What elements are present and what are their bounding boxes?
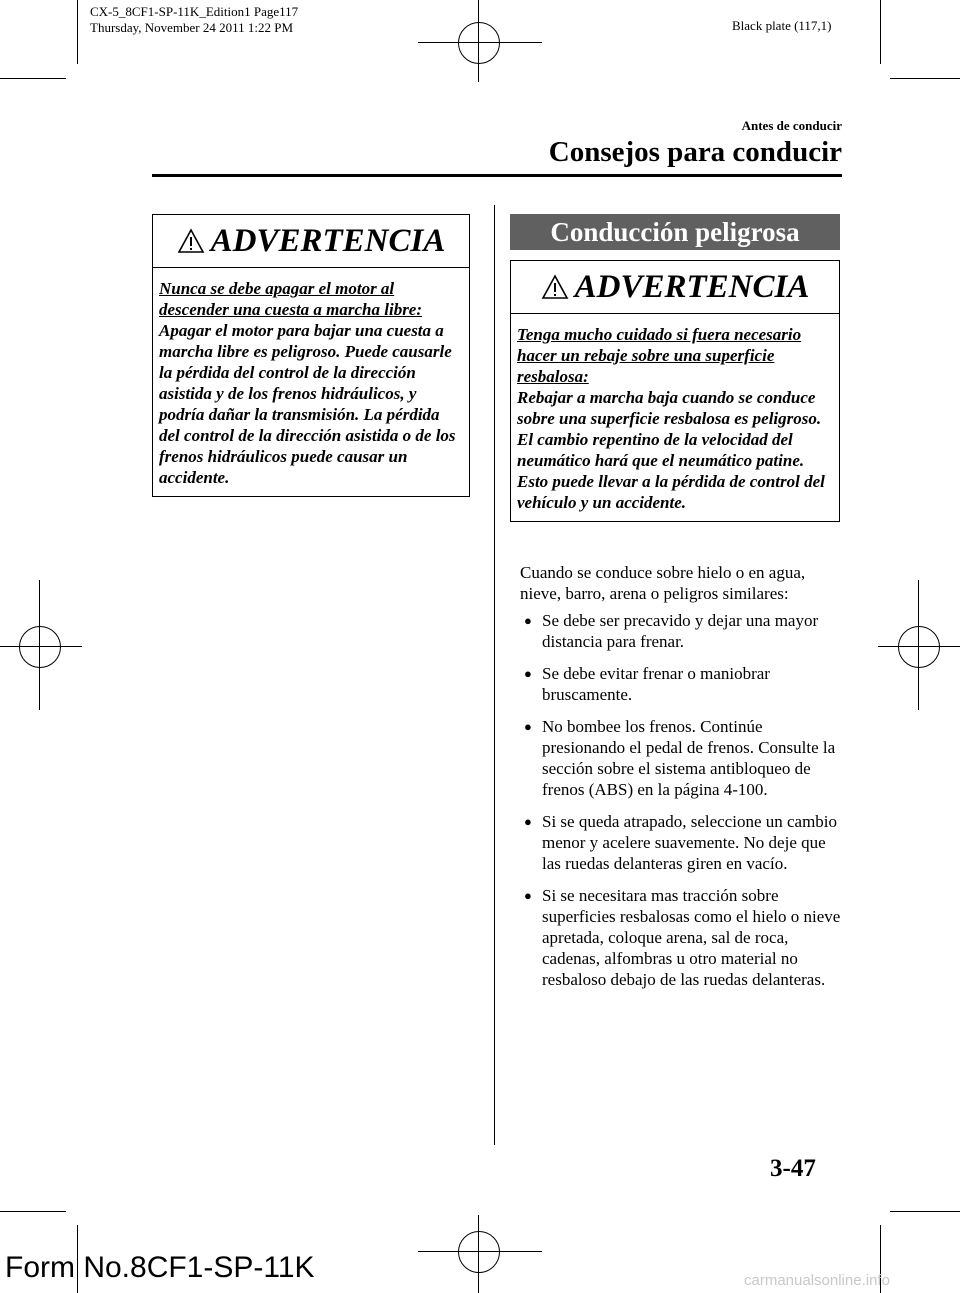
list-item — [520, 663, 842, 705]
list-item — [520, 610, 842, 652]
list-item-text: No bombee los frenos. Continúe presionando el pedal de frenos. Consulte la sección sobre el sistema antibloqueo de frenos (ABS) en la página 4-100. — [542, 717, 836, 799]
column-divider — [494, 205, 495, 1145]
page-number: 3-47 — [770, 1155, 816, 1182]
section-banner: Conducción peligrosa — [510, 214, 840, 250]
section-label: Antes de conducir — [741, 118, 842, 133]
list-item — [520, 716, 842, 800]
warning-triangle-icon — [177, 228, 205, 254]
left-warning-header — [153, 215, 469, 268]
list-item-text: Se debe evitar frenar o maniobrar bruscamente. — [542, 664, 770, 704]
print-header-date: Thursday, November 24 2011 1:22 PM — [90, 20, 294, 35]
left-warning-lead: Nunca se debe apagar el motor al descender una cuesta a marcha libre: — [159, 279, 423, 319]
warning-triangle-icon — [541, 274, 569, 300]
right-warning-box — [510, 260, 840, 522]
left-warning-box — [152, 214, 470, 497]
right-warning-title: ADVERTENCIA — [574, 268, 810, 305]
left-warning-text: Apagar el motor para bajar una cuesta a marcha libre es peligroso. Puede causarle la pérdida del control de la dirección asistida y de los frenos hidráulicos, y podría dañar la transmisión. La pérdida del control de la dirección asistida o de los frenos hidráulicos puede causar un accidente. — [159, 321, 456, 487]
list-item — [520, 885, 842, 990]
plate-label: Black plate (117,1) — [732, 18, 832, 33]
list-item-text: Si se necesitara mas tracción sobre superficies resbalosas como el hielo o nieve apretada, coloque arena, sal de roca, cadenas, alfombras u otro material no resbaloso debajo de las ruedas delanteras. — [542, 886, 841, 989]
right-warning-body — [511, 314, 839, 521]
bullet-icon: ● — [524, 719, 532, 734]
list-item-text: Si se queda atrapado, seleccione un cambio menor y acelere suavemente. No deje que las ruedas delanteras giren en vacío. — [542, 812, 838, 873]
bullet-icon: ● — [524, 613, 532, 628]
left-warning-body — [153, 268, 469, 496]
list-item — [520, 811, 842, 874]
list-item-text: Se debe ser precavido y dejar una mayor distancia para frenar. — [542, 611, 819, 651]
form-number: Form No.8CF1-SP-11K — [5, 1251, 315, 1284]
section-title: Consejos para conducir — [548, 136, 842, 168]
right-warning-lead: Tenga mucho cuidado si fuera necesario hacer un rebaje sobre una superficie resbalosa: — [517, 325, 802, 386]
intro-paragraph: Cuando se conduce sobre hielo o en agua, nieve, barro, arena o peligros similares: — [520, 563, 806, 603]
right-warning-text: Rebajar a marcha baja cuando se conduce sobre una superficie resbalosa es peligroso. El cambio repentino de la velocidad del neumático hará que el neumático patine. Esto puede llevar a la pérdida de control del vehículo y un accidente. — [517, 388, 825, 512]
right-warning-header — [511, 261, 839, 314]
left-warning-title: ADVERTENCIA — [210, 222, 446, 259]
print-header — [90, 4, 298, 36]
watermark: carmanualsonline.info — [744, 1272, 890, 1289]
bullet-list — [520, 610, 842, 1001]
print-header-file: CX-5_8CF1-SP-11K_Edition1 Page117 — [90, 4, 299, 19]
bullet-icon: ● — [524, 666, 532, 681]
bullet-icon: ● — [524, 888, 532, 903]
title-rule — [152, 174, 842, 177]
bullet-icon: ● — [524, 814, 532, 829]
